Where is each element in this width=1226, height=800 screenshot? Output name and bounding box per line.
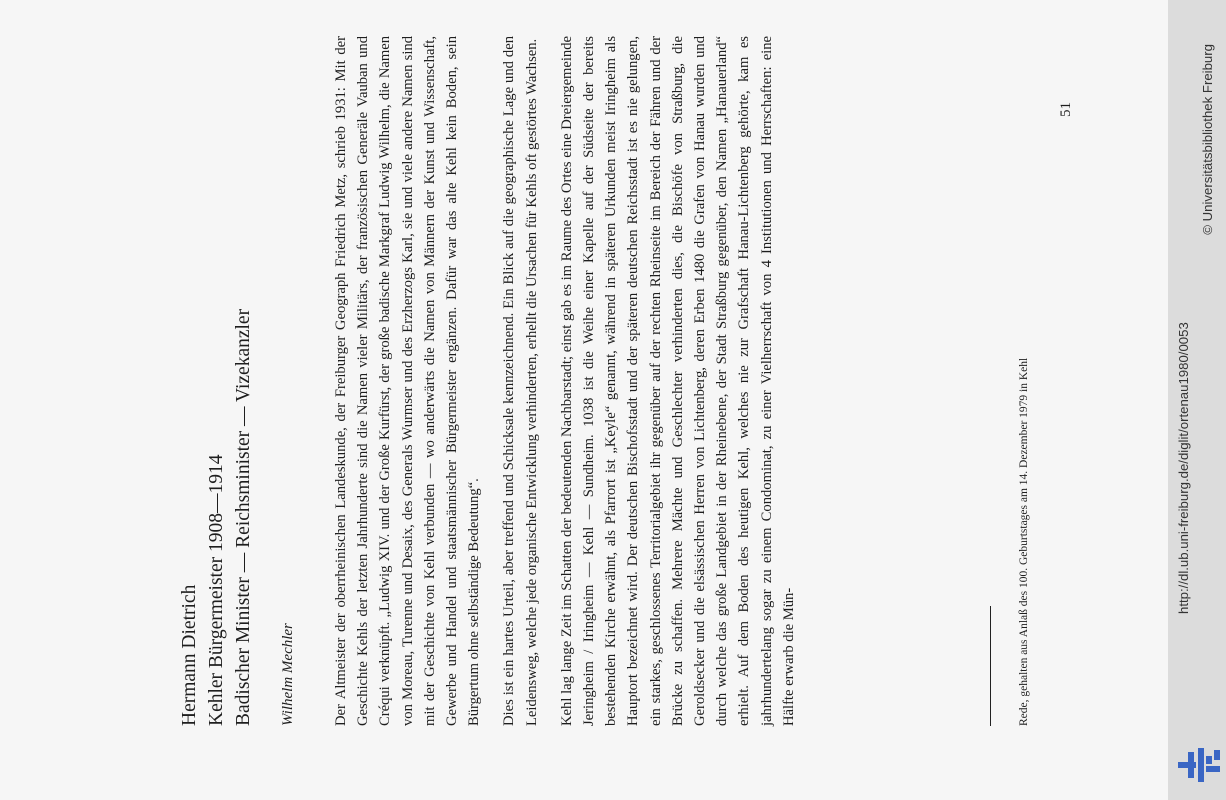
footnote: Rede, gehalten aus Anlaß des 100. Geburtstages am 14. Dezember 1979 in Kehl bbox=[1018, 357, 1030, 726]
paragraph: Kehl lag lange Zeit im Schatten der bedeutenden Nachbarstadt; einst gab es im Raume des Ortes eine Dreiergemeinde Jeringheim / Iringheim — Kehl — Sundheim. 1038 ist die Weihe einer Kapelle auf der Südseite der bereits bestehenden Kirche erwähnt, als Pfarrort ist „Keyle“ genannt, während in späteren Urkunden meist Iringheim als Hauptort bezeichnet wird. Der deutschen Bischofsstadt und der späteren deutschen Reichsstadt ist es nie gelungen, ein starkes, geschlossenes Territorialgebiet ihr gegenüber auf der rechten Rheinseite im Bereich der Fähren und der Brücke zu schaffen. Mehrere Mächte und Geschlechter verhinderten dies, die Bischöfe von Straßburg, die Geroldsecker und die elsässischen Herren von Lichtenberg, deren Erben 1480 die Grafen von Hanau wurden und durch welche das große Landgebiet in der Rheinebene, der Stadt Straßburg gegenüber, den Namen „Hanauerland“ erhielt. Auf dem Boden des heutigen Kehl, welches nie zur Grafschaft Hanau-Lichtenberg gehörte, kam es jahrhundertelang sogar zu einem Condominat, zu einer Vielherrschaft von 4 Institutionen und Herrschaften: eine Hälfte erwarb die Mün- bbox=[558, 36, 797, 726]
ub-freiburg-logo-icon[interactable] bbox=[1176, 746, 1222, 784]
footnote-divider bbox=[990, 606, 991, 726]
page-number: 51 bbox=[1058, 102, 1074, 117]
title-line-name: Hermann Dietrich bbox=[179, 584, 200, 726]
author-name: Wilhelm Mechler bbox=[280, 623, 296, 726]
title-line-mayor: Kehler Bürgermeister 1908—1914 bbox=[206, 454, 227, 726]
library-credit: © Universitätsbibliothek Freiburg bbox=[1200, 44, 1215, 235]
article-body bbox=[330, 36, 813, 726]
article-title bbox=[176, 86, 257, 726]
sidebar-text bbox=[1168, 0, 1226, 800]
title-line-offices: Badischer Minister — Reichsminister — Vizekanzler bbox=[233, 308, 254, 726]
paragraph: Der Altmeister der oberrheinischen Landeskunde, der Freiburger Geograph Friedrich Metz, schrieb 1931: Mit der Geschichte Kehls der letzten Jahrhunderte sind die Namen vieler Militärs, der französischen Generäle Vauban und Créqui verknüpft. „Ludwig XIV. und der Große Kurfürst, der große badische Markgraf Ludwig Wilhelm, die Namen von Moreau, Turenne und Desaix, des Generals Wurmser und des Erzherzogs Karl, sie und viele andere Namen sind mit der Geschichte von Kehl verbunden — wo anderwärts die Namen von Männern der Kunst und Wissenschaft, Gewerbe und Handel und staatsmännischer Bürgermeister ergänzen. Dafür war das alte Kehl kein Boden, sein Bürgertum ohne selbständige Bedeutung“. bbox=[333, 36, 483, 726]
document-url-link[interactable]: http://dl.ub.uni-freiburg.de/diglit/ortenau1980/0053 bbox=[1176, 322, 1191, 614]
paragraph: Dies ist ein hartes Urteil, aber treffend und Schicksale kennzeichnend. Ein Blick auf die geographische Lage und den Leidensweg, welche jede organische Entwicklung verhinderten, erhellt die Ursachen für Kehls oft gestörtes Wachsen. bbox=[501, 36, 540, 726]
